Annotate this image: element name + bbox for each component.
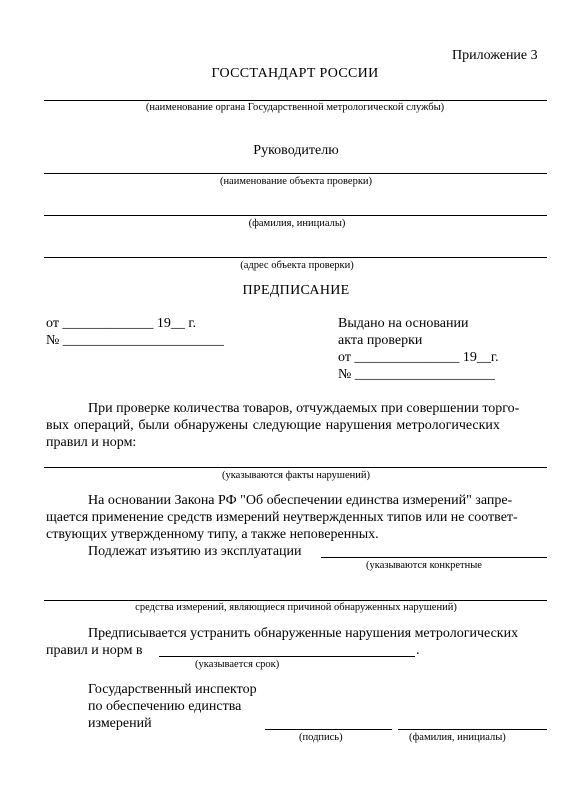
addressee-label: Руководителю <box>253 143 339 158</box>
instruments-line[interactable] <box>44 600 547 601</box>
object-line[interactable] <box>44 173 547 174</box>
signature-line[interactable] <box>265 729 392 730</box>
address-line[interactable] <box>44 257 547 258</box>
act-label: акта проверки <box>338 333 423 348</box>
inspector-name-note: (фамилия, инициалы) <box>409 732 506 743</box>
violations-note: (указываются факты нарушений) <box>221 470 371 481</box>
violations-line[interactable] <box>44 467 547 468</box>
inspector-title-line2: по обеспечению единства <box>88 699 242 714</box>
act-date-field[interactable]: от _______________ 19__г. <box>338 350 499 365</box>
address-note: (адрес объекта проверки) <box>240 260 354 271</box>
deadline-period: . <box>416 643 420 658</box>
document-title: ПРЕДПИСАНИЕ <box>242 283 350 298</box>
inspector-name-line[interactable] <box>398 729 547 730</box>
paragraph1-line3: правил и норм: <box>46 435 137 450</box>
issue-date-field[interactable]: от _____________ 19__ г. <box>46 316 197 331</box>
instruments-note: средства измерений, являющиеся причиной обнаруженных нарушений) <box>135 602 457 613</box>
name-note: (фамилия, инициалы) <box>248 218 346 229</box>
organization-title: ГОССТАНДАРТ РОССИИ <box>211 66 379 81</box>
paragraph2-line1: На основании Закона РФ "Об обеспечении единства измерений" запре- <box>88 493 513 508</box>
deadline-line[interactable] <box>159 656 415 657</box>
withdrawal-line[interactable] <box>321 557 547 558</box>
issue-number-field[interactable]: № _______________________ <box>46 333 224 348</box>
organization-note: (наименование органа Государственной метрологической службы) <box>145 102 445 113</box>
deadline-note: (указывается срок) <box>195 659 280 670</box>
deadline-label: правил и норм в <box>46 643 143 658</box>
withdrawal-label: Подлежат изъятию из эксплуатации <box>88 544 302 559</box>
withdrawal-note: (указываются конкретные <box>366 560 482 571</box>
paragraph2-line3: ствующих утвержденному типу, а также неповеренных. <box>46 527 379 542</box>
appendix-label: Приложение 3 <box>452 48 538 63</box>
inspector-title-line1: Государственный инспектор <box>88 682 257 697</box>
basis-label: Выдано на основании <box>338 316 469 331</box>
organization-line[interactable] <box>44 100 547 101</box>
paragraph3-line1: Предписывается устранить обнаруженные нарушения метрологических <box>88 626 519 641</box>
paragraph2-line2: щается применение средств измерений неутвержденных типов или не соответ- <box>46 510 518 525</box>
object-note: (наименование объекта проверки) <box>219 176 373 187</box>
signature-note: (подпись) <box>299 732 343 743</box>
paragraph1-line1: При проверке количества товаров, отчуждаемых при совершении торго- <box>88 401 520 416</box>
act-number-field[interactable]: № ____________________ <box>338 367 495 382</box>
name-line[interactable] <box>44 215 547 216</box>
paragraph1-line2: вых операций, были обнаружены следующие нарушения метрологических <box>46 418 500 433</box>
inspector-title-line3: измерений <box>88 716 152 731</box>
